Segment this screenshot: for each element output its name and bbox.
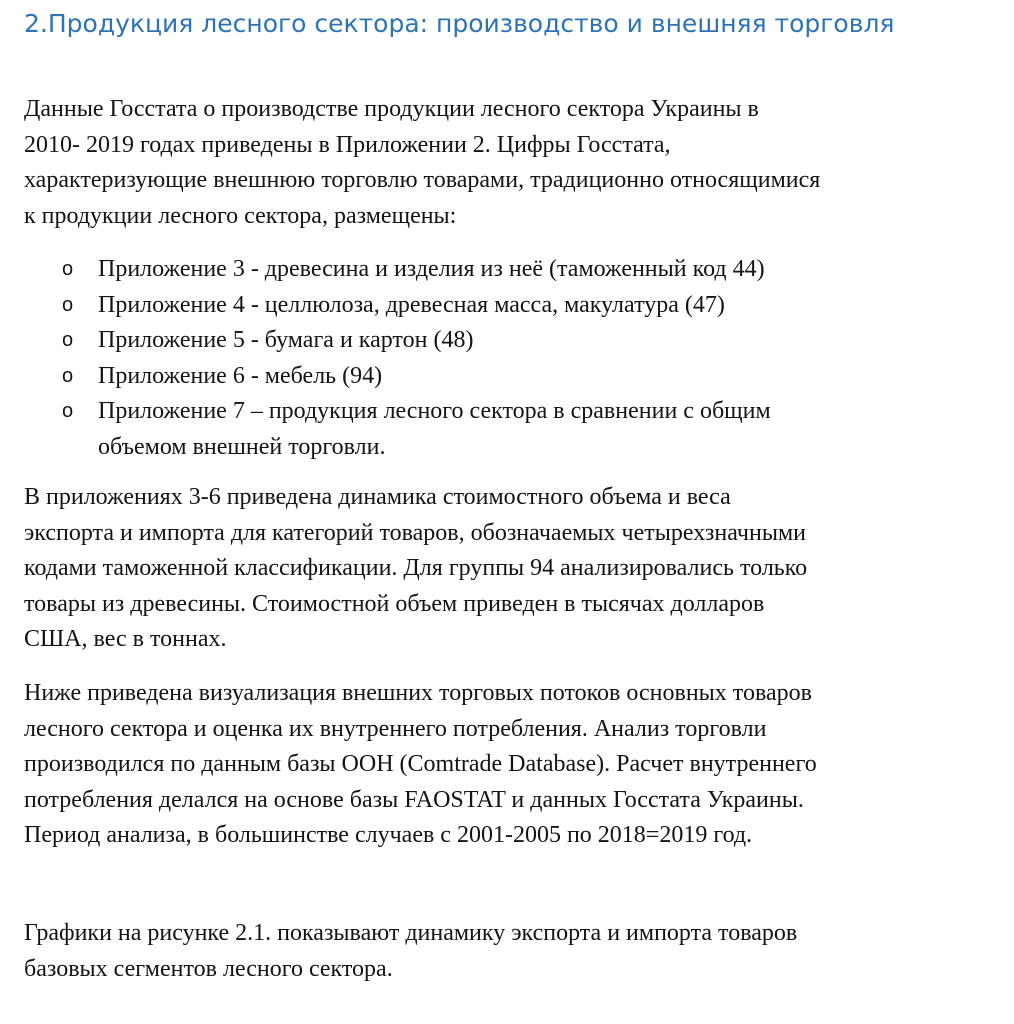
paragraph-line: товары из древесины. Стоимостной объем приведен в тысячах долларов xyxy=(24,590,765,617)
paragraph-line: производился по данным базы ООН (Comtrade Database). Расчет внутреннего xyxy=(24,751,817,777)
bullet-marker: o xyxy=(62,258,74,280)
bullet-marker: o xyxy=(62,400,74,422)
section-heading: 2.Продукция лесного сектора: производство и внешняя торговля xyxy=(24,9,895,38)
figure-reference-paragraph xyxy=(24,916,999,987)
appendix-list xyxy=(0,252,771,465)
list-item xyxy=(0,394,771,465)
list-item-text: Приложение 4 - целлюлоза, древесная масса, макулатура (47) xyxy=(98,291,725,318)
paragraph-line: потребления делался на основе базы FAOSTAT и данных Госстата Украины. xyxy=(24,786,804,813)
paragraph-line: 2010- 2019 годах приведены в Приложении 2. Цифры Госстата, xyxy=(24,131,671,158)
bullet-marker: o xyxy=(62,329,74,351)
list-item-text: Приложение 5 - бумага и картон (48) xyxy=(98,327,474,353)
bullet-marker: o xyxy=(62,293,74,316)
paragraph-line: экспорта и импорта для категорий товаров, обозначаемых четырехзначными xyxy=(24,519,806,546)
analysis-paragraph xyxy=(24,676,999,854)
list-item-text: Приложение 6 - мебель (94) xyxy=(98,362,383,389)
list-item-text: Приложение 3 - древесина и изделия из неё (таможенный код 44) xyxy=(98,256,765,282)
paragraph-line: Графики на рисунке 2.1. показывают динамику экспорта и импорта товаров xyxy=(24,920,798,946)
list-item xyxy=(0,288,771,324)
appendices-paragraph xyxy=(24,480,999,658)
list-item-text: объемом внешней торговли. xyxy=(98,433,386,460)
paragraph-line: Ниже приведена визуализация внешних торговых потоков основных товаров xyxy=(24,680,812,706)
paragraph-line: В приложениях 3-6 приведена динамика стоимостного объема и веса xyxy=(24,484,731,510)
paragraph-line: базовых сегментов лесного сектора. xyxy=(24,955,393,982)
list-item xyxy=(0,359,771,395)
paragraph-line: Данные Госстата о производстве продукции лесного сектора Украины в xyxy=(24,96,759,122)
paragraph-line: к продукции лесного сектора, размещены: xyxy=(24,202,457,229)
paragraph-line: Период анализа, в большинстве случаев с 2001-2005 по 2018=2019 год. xyxy=(24,822,753,848)
paragraph-line: характеризующие внешнюю торговлю товарами, традиционно относящимися xyxy=(24,167,821,193)
list-item xyxy=(0,323,771,359)
paragraph-line: США, вес в тоннах. xyxy=(24,626,227,652)
intro-paragraph xyxy=(24,92,999,234)
list-item xyxy=(0,252,771,288)
paragraph-line: лесного сектора и оценка их внутреннего потребления. Анализ торговли xyxy=(24,715,767,742)
paragraph-line: кодами таможенной классификации. Для группы 94 анализировались только xyxy=(24,555,808,581)
list-item-text: Приложение 7 – продукция лесного сектора в сравнении с общим xyxy=(98,398,771,424)
bullet-marker: o xyxy=(62,364,74,387)
